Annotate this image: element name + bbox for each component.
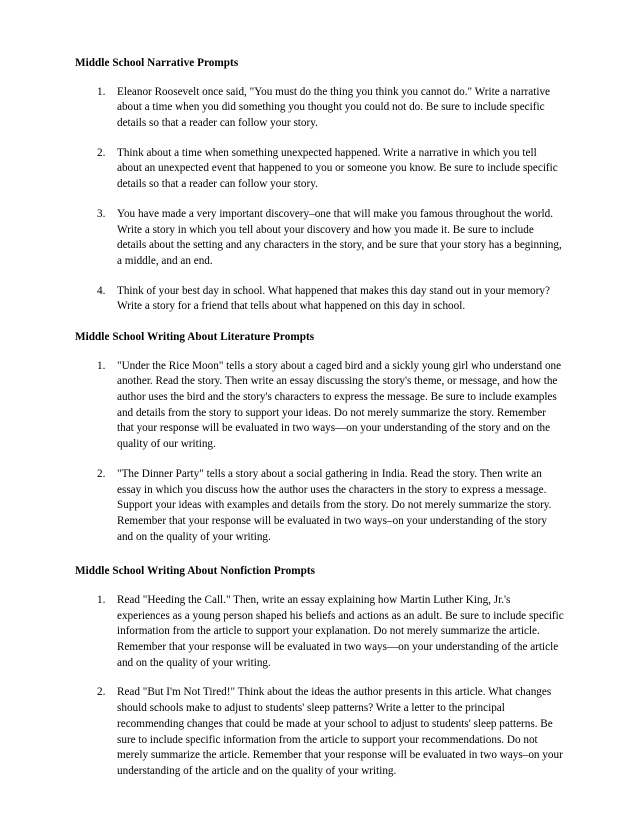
section-heading: Middle School Narrative Prompts	[75, 57, 239, 69]
section-narrative-prompts	[75, 56, 564, 315]
section-heading: Middle School Writing About Literature Prompts	[75, 331, 315, 344]
list-item-text: You have made a very important discovery–one that will make you famous throughout the world. Write a story in which you tell about your discovery and how you made it. Be sure to include details about the setting and any characters in the story, and be sure that your story has a beginning, a middle, and an end.	[117, 207, 562, 267]
prompt-list	[75, 359, 564, 546]
list-item-text: Think about a time when something unexpected happened. Write a narrative in which you tell about an unexpected event that happened to you or someone you know. Be sure to include specific details so that a reader can follow your story.	[117, 146, 558, 191]
section-nonfiction-prompts	[75, 564, 564, 779]
prompt-list	[75, 593, 564, 780]
list-item	[75, 207, 564, 270]
list-item-text: Read "Heeding the Call." Then, write an essay explaining how Martin Luther King, Jr.'s experiences as a young person shaped his beliefs and actions as an adult. Be sure to include specific information from the article to support your explanation. Do not merely summarize the article. Remember that your response will be evaluated in two ways—on your understanding of the article and on the quality of your writing.	[117, 593, 564, 669]
list-item	[75, 284, 564, 315]
list-item-number: 2.	[97, 467, 106, 480]
section-literature-prompts	[75, 330, 564, 545]
list-item-number: 2.	[97, 146, 106, 159]
list-item-number: 3.	[97, 207, 106, 220]
list-item-text: "Under the Rice Moon" tells a story about a caged bird and a sickly young girl who understand one another. Read the story. Then write an essay discussing the story's theme, or message, and how the author uses the bird and the story's characters to express the message. Be sure to include examples and details from the story to support your ideas. Do not merely summarize the story. Remember that your response will be evaluated in two ways—on your understanding of the story and on the quality of our writing.	[117, 359, 562, 451]
list-item	[75, 593, 564, 672]
list-item-number: 1.	[97, 359, 106, 372]
section-divider-spacer	[75, 545, 564, 564]
list-item-text: Think of your best day in school. What happened that makes this day stand out in your memory? Write a story for a friend that tells about what happened on this day in school.	[117, 284, 550, 313]
list-item	[75, 85, 564, 132]
list-item-number: 4.	[97, 284, 106, 297]
list-item-text: "The Dinner Party" tells a story about a social gathering in India. Read the story. Then write an essay in which you discuss how the author uses the characters in the story to express a message. Support your ideas with examples and details from the story. Do not merely summarize the story. Remember that your response will be evaluated in two ways–on your understanding of the story and on the quality of your writing.	[117, 467, 552, 543]
list-item-number: 1.	[97, 85, 106, 98]
list-item	[75, 467, 564, 546]
list-item-number: 1.	[97, 593, 106, 606]
list-item	[75, 146, 564, 193]
list-item-text: Eleanor Roosevelt once said, "You must do the thing you think you cannot do." Write a narrative about a time when you did something you thought you could not do. Be sure to include specific details so that a reader can follow your story.	[117, 85, 551, 129]
list-item	[75, 359, 564, 453]
list-item-text: Read "But I'm Not Tired!" Think about the ideas the author presents in this article. What changes should schools make to adjust to students' sleep patterns? Write a letter to the principal recommending changes that could be made at your school to adjust to students' sleep patterns. Be sure to include specific information from the article to support your recommendations. Do not merely summarize the article. Remember that your response will be evaluated in two ways–on your understanding of the article and on the quality of your writing.	[117, 686, 563, 777]
list-item	[75, 685, 564, 779]
section-heading: Middle School Writing About Nonfiction Prompts	[75, 565, 316, 578]
section-divider-spacer	[75, 315, 564, 330]
list-item-number: 2.	[97, 686, 106, 699]
prompt-list	[75, 85, 564, 315]
